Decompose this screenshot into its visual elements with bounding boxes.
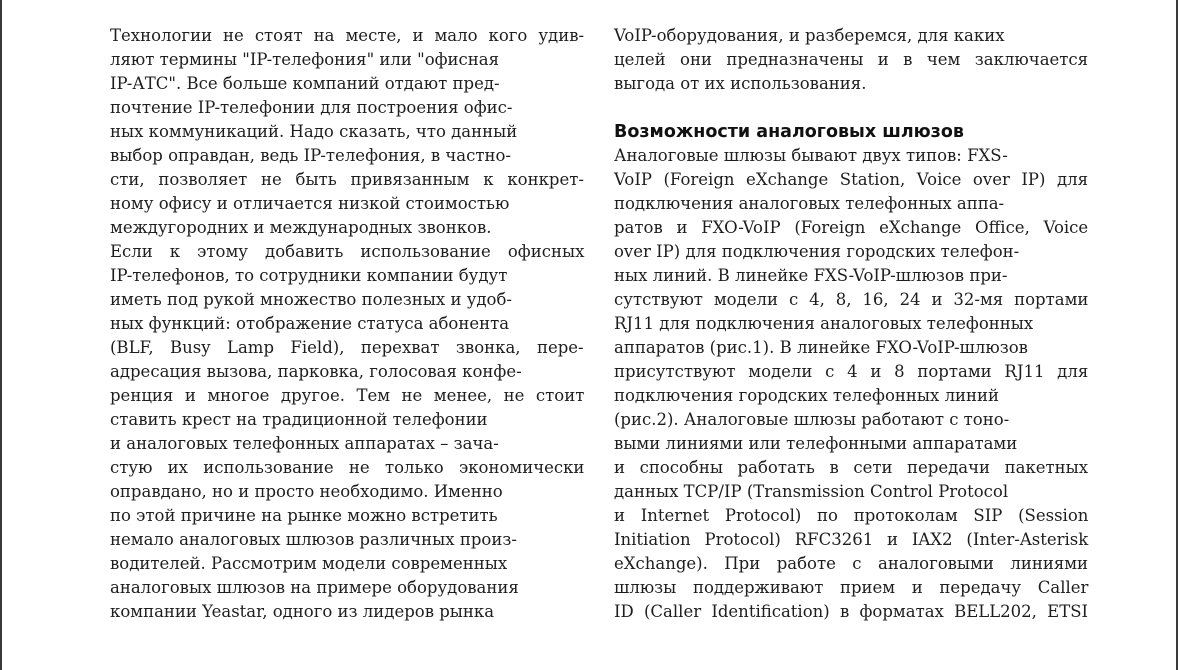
text-line: VoIP (Foreign eXchange Station, Voice over IP) для bbox=[614, 170, 1089, 189]
text-line: присутствуют модели с 4 и 8 портами RJ11 для bbox=[614, 362, 1089, 381]
text-line: Технологии не стоят на месте, и мало кого удив- bbox=[110, 26, 585, 45]
text-line: выгода от их использования. bbox=[614, 74, 867, 93]
text-line: сти, позволяет не быть привязанным к конкрет- bbox=[110, 170, 584, 189]
text-line: ID (Caller Identification) в форматах BELL202, ETSI bbox=[614, 602, 1089, 621]
text-line: выми линиями или телефонными аппаратами bbox=[614, 434, 1018, 453]
text-line: eXchange). При работе с аналоговыми линиями bbox=[614, 554, 1089, 573]
text-line: аналоговых шлюзов на примере оборудования bbox=[110, 578, 519, 597]
text-line: ных функций: отображение статуса абонента bbox=[110, 314, 510, 333]
text-line: данных TCP/IP (Transmission Control Protocol bbox=[614, 482, 1009, 501]
text-line: компании Yeastar, одного из лидеров рынка bbox=[110, 602, 495, 621]
text-line: ставить крест на традиционной телефонии bbox=[110, 410, 488, 429]
text-line: подключения аналоговых телефонных аппа- bbox=[614, 194, 1005, 213]
text-line: ному офису и отличается низкой стоимостью bbox=[110, 194, 510, 213]
text-line: целей они предназначены и в чем заключается bbox=[614, 50, 1089, 69]
text-line: почтение IP-телефонии для построения офис- bbox=[110, 98, 513, 117]
section-body-paragraph bbox=[614, 144, 1088, 624]
text-line: Аналоговые шлюзы бывают двух типов: FXS- bbox=[614, 146, 1008, 165]
intro-paragraph bbox=[614, 24, 1088, 96]
text-line: ных коммуникаций. Надо сказать, что данный bbox=[110, 122, 518, 141]
text-line: стую их использование не только экономически bbox=[110, 458, 585, 477]
text-line: сутствуют модели с 4, 8, 16, 24 и 32-мя портами bbox=[614, 290, 1089, 309]
text-line: ляют термины "IP-телефония" или "офисная bbox=[110, 50, 500, 69]
text-line: немало аналоговых шлюзов различных произ- bbox=[110, 530, 517, 549]
text-line: (рис.2). Аналоговые шлюзы работают с тоно- bbox=[614, 410, 1010, 429]
paragraph-gap bbox=[614, 96, 1088, 120]
text-line: аппаратов (рис.1). В линейке FXO-VoIP-шлюзов bbox=[614, 338, 1028, 357]
text-line: RJ11 для подключения аналоговых телефонных bbox=[614, 314, 1034, 333]
text-line: и аналоговых телефонных аппаратах – зача- bbox=[110, 434, 499, 453]
text-line: иметь под рукой множество полезных и удоб- bbox=[110, 290, 513, 309]
right-text-column bbox=[614, 24, 1088, 624]
text-line: Initiation Protocol) RFC3261 и IAX2 (Inter-Asterisk bbox=[614, 530, 1089, 549]
text-line: и способны работать в сети передачи пакетных bbox=[614, 458, 1089, 477]
text-line: VoIP-оборудования, и разберемся, для каких bbox=[614, 26, 1005, 45]
text-line: подключения городских телефонных линий bbox=[614, 386, 1000, 405]
text-line: over IP) для подключения городских телефон- bbox=[614, 242, 1020, 261]
text-line: междугородних и международных звонков. bbox=[110, 218, 492, 237]
text-line: IP-телефонов, то сотрудники компании будут bbox=[110, 266, 508, 285]
text-line: адресация вызова, парковка, голосовая конфе- bbox=[110, 362, 522, 381]
section-heading: Возможности аналоговых шлюзов bbox=[614, 122, 964, 142]
text-line: водителей. Рассмотрим модели современных bbox=[110, 554, 508, 573]
text-line: выбор оправдан, ведь IP-телефония, в частно- bbox=[110, 146, 511, 165]
text-line: ных линий. В линейке FXS-VoIP-шлюзов при- bbox=[614, 266, 1008, 285]
text-line: и Internet Protocol) по протоколам SIP (Session bbox=[614, 506, 1089, 525]
text-line: оправдано, но и просто необходимо. Именно bbox=[110, 482, 503, 501]
left-text-column bbox=[110, 24, 584, 624]
text-line: IP-АТС". Все больше компаний отдают пред- bbox=[110, 74, 500, 93]
text-line: ренция и многое другое. Тем не менее, не стоит bbox=[110, 386, 585, 405]
text-line: по этой причине на рынке можно встретить bbox=[110, 506, 498, 525]
text-line: (BLF, Busy Lamp Field), перехват звонка, пере- bbox=[110, 338, 584, 357]
text-line: шлюзы поддерживают прием и передачу Caller bbox=[614, 578, 1089, 597]
text-line: Если к этому добавить использование офисных bbox=[110, 242, 585, 261]
text-line: ратов и FXO-VoIP (Foreign eXchange Office, Voice bbox=[614, 218, 1089, 237]
